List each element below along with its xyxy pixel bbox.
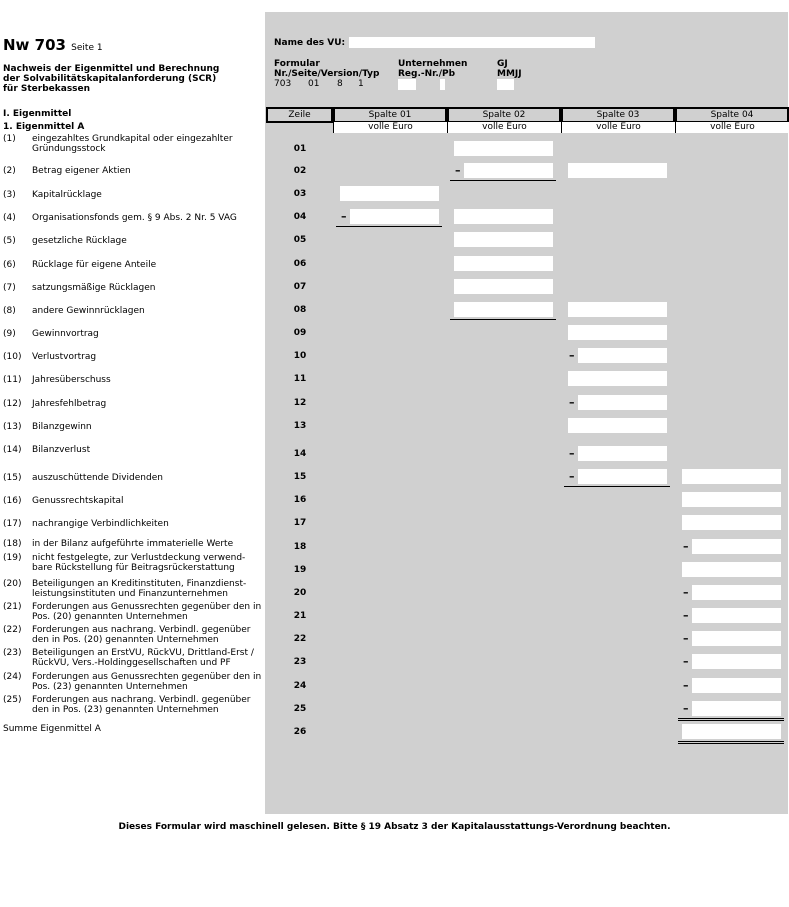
input-cell[interactable]: [682, 724, 781, 739]
row-number: (9): [3, 329, 16, 339]
gj-sub: MMJJ: [497, 69, 522, 79]
minus-sign: –: [683, 655, 689, 668]
minus-sign: –: [569, 470, 575, 483]
input-cell[interactable]: [692, 631, 781, 646]
underline: [678, 720, 784, 721]
row-zeile: 09: [293, 328, 307, 338]
row-label: Gewinnvortrag: [32, 329, 99, 339]
row-zeile: 05: [293, 235, 307, 245]
row-label: Jahresüberschuss: [32, 375, 111, 385]
input-cell[interactable]: [682, 469, 781, 484]
input-cell[interactable]: [464, 163, 553, 178]
section-heading: I. Eigenmittel: [3, 109, 72, 119]
form-subtitle: [3, 64, 219, 94]
input-cell[interactable]: [692, 654, 781, 669]
formular-value-version: 8: [337, 79, 343, 89]
row-zeile: 07: [293, 282, 307, 292]
minus-sign: –: [683, 702, 689, 715]
row-label: auszuschüttende Dividenden: [32, 473, 163, 483]
input-cell[interactable]: [568, 371, 667, 386]
row-label: andere Gewinnrücklagen: [32, 306, 145, 316]
form-number: [3, 36, 103, 54]
row-zeile: 08: [293, 305, 307, 315]
row-zeile: 01: [293, 144, 307, 154]
row-number: (2): [3, 166, 16, 176]
input-cell[interactable]: [578, 446, 667, 461]
column-header-spalte-03: Spalte 03: [561, 107, 675, 123]
row-label: Verlustvortrag: [32, 352, 97, 362]
form-page: Seite 1: [71, 43, 103, 53]
input-cell[interactable]: [454, 141, 553, 156]
input-cell[interactable]: [578, 395, 667, 410]
row-number: (1): [3, 134, 16, 144]
formular-sub: Nr./Seite/Version/Typ: [274, 69, 380, 79]
subtitle-line: der Solvabilitätskapitalanforderung (SCR): [3, 74, 217, 84]
subtitle-line: Nachweis der Eigenmittel und Berechnung: [3, 64, 220, 74]
input-cell[interactable]: [454, 256, 553, 271]
row-label: gesetzliche Rücklage: [32, 236, 127, 246]
row-label: Beteiligungen an Kreditinstituten, Finanzdienst- leistungsinstituten und Finanzunternehmen: [32, 579, 247, 599]
row-number: (22): [3, 625, 22, 635]
row-label: nicht festgelegte, zur Verlustdeckung verwend- bare Rückstellung für Beitragsrückerstattung: [32, 553, 246, 573]
unit-label-01: volle Euro: [333, 122, 447, 133]
underline: [450, 180, 556, 181]
row-label: in der Bilanz aufgeführte immaterielle Werte: [32, 539, 234, 549]
unternehmen-sub: Reg.-Nr./Pb: [398, 69, 456, 79]
row-number: (21): [3, 602, 22, 612]
minus-sign: –: [683, 540, 689, 553]
row-label: Rücklage für eigene Anteile: [32, 260, 157, 270]
row-label: Forderungen aus Genussrechten gegenüber den in Pos. (20) genannten Unternehmen: [32, 602, 262, 622]
column-header-spalte-02: Spalte 02: [447, 107, 561, 123]
row-label: Bilanzgewinn: [32, 422, 92, 432]
row-number: (24): [3, 672, 22, 682]
row-number: (3): [3, 190, 16, 200]
input-cell[interactable]: [568, 325, 667, 340]
row-number: (4): [3, 213, 16, 223]
input-cell[interactable]: [692, 678, 781, 693]
row-zeile: 14: [293, 449, 307, 459]
row-zeile: 17: [293, 518, 307, 528]
name-field[interactable]: [349, 37, 595, 48]
row-label: Kapitalrücklage: [32, 190, 102, 200]
input-cell[interactable]: [578, 469, 667, 484]
input-cell[interactable]: [682, 492, 781, 507]
row-zeile: 18: [293, 542, 307, 552]
row-number: (25): [3, 695, 22, 705]
unternehmen-label: Unternehmen: [398, 59, 468, 69]
minus-sign: –: [569, 396, 575, 409]
row-zeile: 23: [293, 657, 307, 667]
minus-sign: –: [569, 349, 575, 362]
row-zeile: 10: [293, 351, 307, 361]
row-zeile: 25: [293, 704, 307, 714]
minus-sign: –: [683, 632, 689, 645]
row-number: (17): [3, 519, 22, 529]
row-zeile: 16: [293, 495, 307, 505]
unit-label-04: volle Euro: [675, 122, 789, 133]
subtitle-line: für Sterbekassen: [3, 84, 91, 94]
row-number: (14): [3, 445, 22, 455]
row-number: (11): [3, 375, 22, 385]
row-label: Forderungen aus Genussrechten gegenüber den in Pos. (23) genannten Unternehmen: [32, 672, 262, 692]
row-label: Forderungen aus nachrang. Verbindl. gegenüber den in Pos. (20) genannten Unternehmen: [32, 625, 251, 645]
input-cell[interactable]: [340, 186, 439, 201]
underline: [678, 743, 784, 744]
input-cell[interactable]: [568, 163, 667, 178]
row-number: (10): [3, 352, 22, 362]
row-number: (13): [3, 422, 22, 432]
row-number: (20): [3, 579, 22, 589]
input-cell[interactable]: [692, 539, 781, 554]
row-number: (16): [3, 496, 22, 506]
row-label: satzungsmäßige Rücklagen: [32, 283, 156, 293]
row-label: Beteiligungen an ErstVU, RückVU, Drittland-Erst / RückVU, Vers.-Holdinggesellschaften und PF: [32, 648, 254, 668]
input-cell[interactable]: [578, 348, 667, 363]
input-cell[interactable]: [682, 515, 781, 530]
section-subheading: 1. Eigenmittel A: [3, 122, 85, 132]
input-cell[interactable]: [454, 302, 553, 317]
input-cell[interactable]: [568, 418, 667, 433]
row-label: Summe Eigenmittel A: [3, 724, 101, 734]
minus-sign: –: [569, 447, 575, 460]
underline: [336, 226, 442, 227]
minus-sign: –: [683, 679, 689, 692]
gj-label: GJ: [497, 59, 508, 69]
row-label: Organisationsfonds gem. § 9 Abs. 2 Nr. 5 VAG: [32, 213, 237, 223]
input-cell[interactable]: [454, 232, 553, 247]
input-cell[interactable]: [454, 279, 553, 294]
row-zeile: 19: [293, 565, 307, 575]
footer-note: Dieses Formular wird maschinell gelesen. Bitte § 19 Absatz 3 der Kapitalausstattungs-Verordnung beachten.: [118, 822, 671, 832]
unit-label-02: volle Euro: [447, 122, 561, 133]
row-number: (8): [3, 306, 16, 316]
row-zeile: 26: [293, 727, 307, 737]
row-zeile: 15: [293, 472, 307, 482]
form-number-text: Nw 703: [3, 36, 72, 54]
underline: [678, 741, 784, 742]
row-zeile: 13: [293, 421, 307, 431]
row-label: Genussrechtskapital: [32, 496, 124, 506]
row-zeile: 11: [293, 374, 307, 384]
formular-value-typ: 1: [358, 79, 364, 89]
minus-sign: –: [683, 586, 689, 599]
row-zeile: 20: [293, 588, 307, 598]
input-cell[interactable]: [692, 585, 781, 600]
row-label: nachrangige Verbindlichkeiten: [32, 519, 169, 529]
row-zeile: 12: [293, 398, 307, 408]
row-number: (15): [3, 473, 22, 483]
row-label: Bilanzverlust: [32, 445, 91, 455]
row-label: Jahresfehlbetrag: [32, 399, 107, 409]
minus-sign: –: [341, 210, 347, 223]
row-zeile: 21: [293, 611, 307, 621]
input-cell[interactable]: [568, 302, 667, 317]
row-label: Forderungen aus nachrang. Verbindl. gegenüber den in Pos. (23) genannten Unternehmen: [32, 695, 251, 715]
column-header-spalte-01: Spalte 01: [333, 107, 447, 123]
row-number: (6): [3, 260, 16, 270]
underline: [564, 486, 670, 487]
column-header-spalte-04: Spalte 04: [675, 107, 789, 123]
input-cell[interactable]: [350, 209, 439, 224]
row-number: (23): [3, 648, 22, 658]
row-number: (18): [3, 539, 22, 549]
row-zeile: 06: [293, 259, 307, 269]
pb-field[interactable]: [440, 79, 445, 90]
underline: [678, 718, 784, 719]
gj-field[interactable]: [497, 79, 514, 90]
formular-label: Formular: [274, 59, 320, 69]
row-number: (7): [3, 283, 16, 293]
row-number: (19): [3, 553, 22, 563]
row-number: (5): [3, 236, 16, 246]
row-zeile: 03: [293, 189, 307, 199]
row-zeile: 04: [293, 212, 307, 222]
input-cell[interactable]: [692, 701, 781, 716]
underline: [450, 319, 556, 320]
formular-value-nr: 703: [274, 79, 292, 89]
input-cell[interactable]: [692, 608, 781, 623]
reg-nr-field[interactable]: [398, 79, 416, 90]
unit-label-03: volle Euro: [561, 122, 675, 133]
formular-value-seite: 01: [308, 79, 320, 89]
name-label: Name des VU:: [274, 38, 346, 48]
input-cell[interactable]: [454, 209, 553, 224]
row-zeile: 24: [293, 681, 307, 691]
row-zeile: 22: [293, 634, 307, 644]
column-header-zeile: Zeile: [266, 107, 333, 123]
row-label: Betrag eigener Aktien: [32, 166, 131, 176]
row-zeile: 02: [293, 166, 307, 176]
row-label: eingezahltes Grundkapital oder eingezahlter Gründungsstock: [32, 134, 233, 154]
minus-sign: –: [455, 164, 461, 177]
minus-sign: –: [683, 609, 689, 622]
row-number: (12): [3, 399, 22, 409]
input-cell[interactable]: [682, 562, 781, 577]
